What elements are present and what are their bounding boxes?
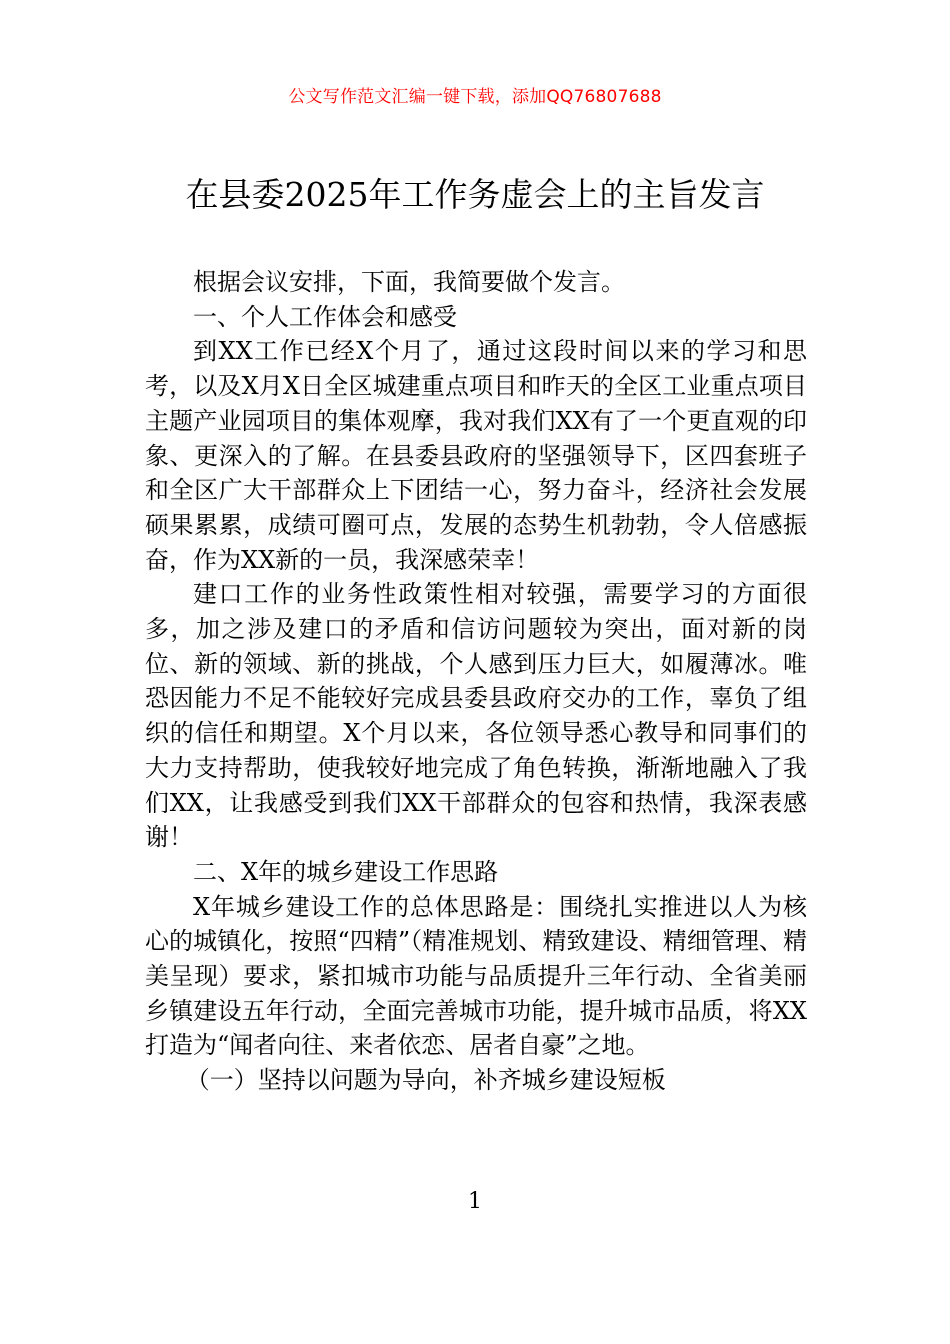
body-paragraph: 建口工作的业务性政策性相对较强，需要学习的方面很多，加之涉及建口的矛盾和信访问题较为突出，面对新的岗位、新的领域、新的挑战，个人感到压力巨大，如履薄冰。唯恐因能力不足不能较好完成县委县政府交办的工作，辜负了组织的信任和期望。X个月以来，各位领导悉心教导和同事们的大力支持帮助，使我较好地完成了角色转换，渐渐地融入了我们XX，让我感受到我们XX干部群众的包容和热情，我深表感谢！ bbox=[145, 580, 807, 852]
document-body bbox=[145, 265, 807, 1098]
intro-paragraph: 根据会议安排，下面，我简要做个发言。 bbox=[193, 268, 625, 296]
document-title: 在县委2025年工作务虚会上的主旨发言 bbox=[185, 175, 765, 214]
header-promo-note: 公文写作范文汇编一键下载，添加QQ76807688 bbox=[288, 87, 662, 107]
subsection-heading-1: （一）坚持以问题为导向，补齐城乡建设短板 bbox=[185, 1066, 666, 1095]
body-paragraph: X年城乡建设工作的总体思路是：围绕扎实推进以人为核心的城镇化，按照“四精”（精准规划、精致建设、精细管理、精美呈现）要求，紧扣城市功能与品质提升三年行动、全省美丽乡镇建设五年行动，全面完善城市功能，提升城市品质，将XX打造为“闻者向往、来者依恋、居者自豪”之地。 bbox=[145, 892, 807, 1060]
page-number: 1 bbox=[468, 1189, 482, 1214]
section-heading-2: 二、X年的城乡建设工作思路 bbox=[193, 857, 499, 886]
section-heading-1: 一、个人工作体会和感受 bbox=[193, 302, 457, 331]
body-paragraph: 到XX工作已经X个月了，通过这段时间以来的学习和思考，以及X月X日全区城建重点项目和昨天的全区工业重点项目主题产业园项目的集体观摩，我对我们XX有了一个更直观的印象、更深入的了解。在县委县政府的坚强领导下，区四套班子和全区广大干部群众上下团结一心，努力奋斗，经济社会发展硕果累累，成绩可圈可点，发展的态势生机勃勃，令人倍感振奋，作为XX新的一员，我深感荣幸！ bbox=[145, 337, 807, 574]
